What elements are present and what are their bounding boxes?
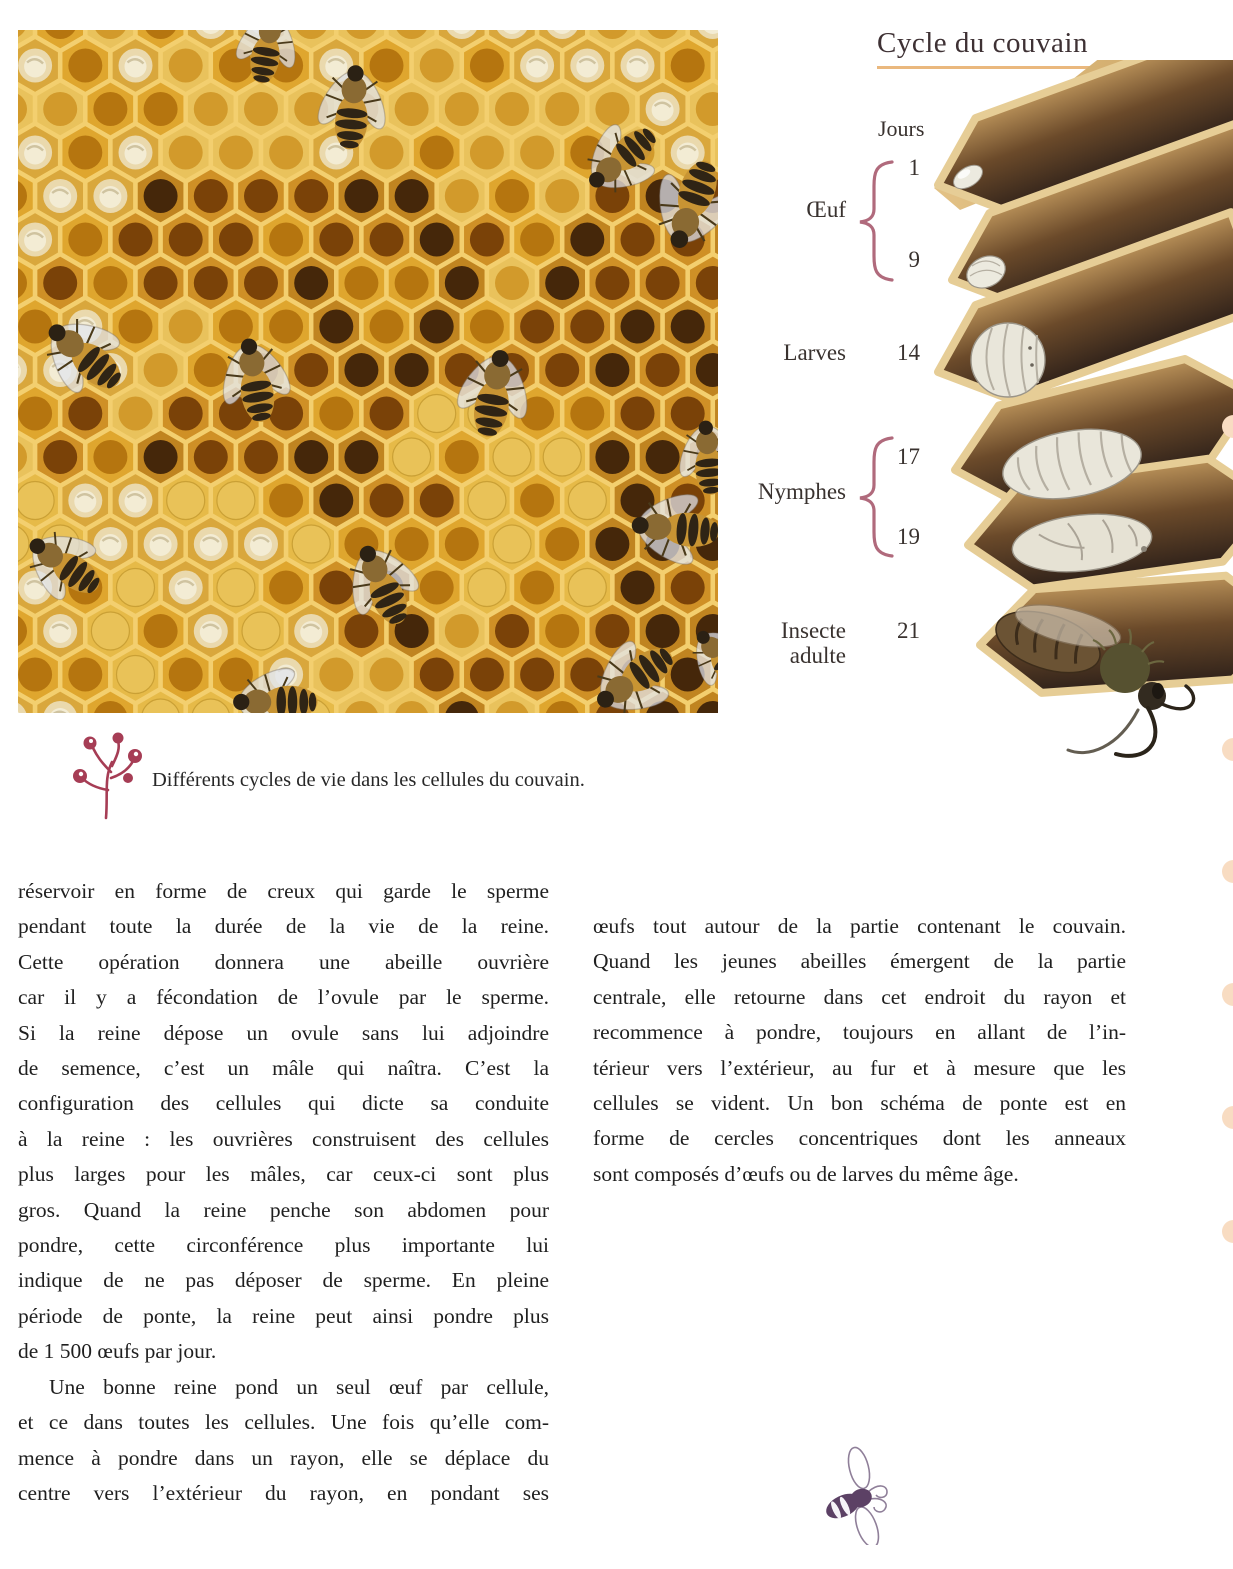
body-text-line: centrale, elle retourne dans cet endroit du rayon et — [593, 984, 1126, 1009]
diagram-day-21: 21 — [897, 618, 920, 643]
diagram-stage-egg-label: Œuf — [806, 197, 846, 222]
edge-petal-ornament — [1217, 1215, 1233, 1248]
photo-caption: Différents cycles de vie dans les cellules du couvain. — [152, 769, 585, 791]
edge-petal-ornament — [1217, 855, 1233, 888]
body-text-line: centre vers l’extérieur du rayon, en pondant ses — [18, 1480, 549, 1505]
body-text-line: pendant toute la durée de la vie de la reine. — [18, 914, 549, 939]
berry-branch-icon — [70, 728, 148, 820]
body-text-line: Quand les jeunes abeilles émergent de la partie — [593, 949, 1126, 974]
body-text-line: période de ponte, la reine peut ainsi pondre plus — [18, 1303, 549, 1328]
edge-petal-ornament — [1217, 1101, 1233, 1134]
decorative-bee-icon — [812, 1443, 904, 1545]
diagram-stage-adult-label — [740, 618, 846, 668]
body-text-line: indique de ne pas déposer de sperme. En pleine — [18, 1268, 549, 1293]
diagram-day-14: 14 — [897, 340, 920, 365]
egg-brace — [860, 162, 892, 280]
body-text-line: forme de cercles concentriques dont les anneaux — [593, 1126, 1126, 1151]
diagram-day-17: 17 — [897, 444, 920, 469]
diagram-day-19: 19 — [897, 524, 920, 549]
cell-stack — [921, 60, 1233, 697]
diagram-day-1: 1 — [908, 155, 920, 180]
diagram-days-header: Jours — [878, 116, 925, 141]
body-text-line: mence à pondre dans un rayon, elle se déplace du — [18, 1445, 549, 1470]
body-text-line: car il y a fécondation de l’ovule par le sperme. — [18, 985, 549, 1010]
body-text-line: et ce dans toutes les cellules. Une fois qu’elle com- — [18, 1410, 549, 1435]
body-text-line: térieur vers l’extérieur, au fur et à mesure que les — [593, 1055, 1126, 1080]
adult-label-line1: Insecte — [780, 618, 846, 643]
body-text-line: cellules se vident. Un bon schéma de ponte est en — [593, 1091, 1126, 1116]
honeycomb-photo — [18, 30, 718, 713]
body-text-line: Si la reine dépose un ovule sans lui adjoindre — [18, 1020, 549, 1045]
body-text-line: à la reine : les ouvrières construisent des cellules — [18, 1126, 549, 1151]
brood-cells-illustration — [920, 60, 1233, 760]
body-text-left-column — [18, 874, 549, 1511]
body-text-line: Cette opération donnera une abeille ouvrière — [18, 949, 549, 974]
diagram-title: Cycle du couvain — [877, 27, 1088, 59]
body-text-line: sont composés d’œufs ou de larves du même âge. — [593, 1161, 1019, 1186]
body-text-line: de semence, c’est un mâle qui naîtra. C’est la — [18, 1056, 549, 1081]
nymph-brace — [860, 438, 892, 556]
stage-larva-day14 — [971, 323, 1045, 397]
diagram-stage-nymph-label: Nymphes — [757, 479, 846, 504]
diagram-braces — [848, 152, 900, 564]
body-text-line: gros. Quand la reine penche son abdomen pour — [18, 1197, 549, 1222]
body-text-line: plus larges pour les mâles, car ceux-ci sont plus — [18, 1162, 549, 1187]
body-text-line: recommence à pondre, toujours en allant de l’in- — [593, 1020, 1126, 1045]
body-text-line: de 1 500 œufs par jour. — [18, 1339, 217, 1364]
body-text-line: pondre, cette circonférence plus importante lui — [18, 1233, 549, 1258]
adult-label-line2: adulte — [789, 643, 846, 668]
body-text-line: Une bonne reine pond un seul œuf par cellule, — [49, 1374, 549, 1399]
edge-petal-ornament — [1217, 978, 1233, 1011]
body-text-line: œufs tout autour de la partie contenant le couvain. — [593, 914, 1126, 938]
body-text-line: configuration des cellules qui dicte sa conduite — [18, 1091, 549, 1116]
diagram-stage-larva-label: Larves — [783, 340, 846, 365]
body-text-right-column — [593, 909, 1126, 1192]
diagram-day-9: 9 — [908, 247, 920, 272]
body-text-line: réservoir en forme de creux qui garde le sperme — [18, 879, 549, 903]
